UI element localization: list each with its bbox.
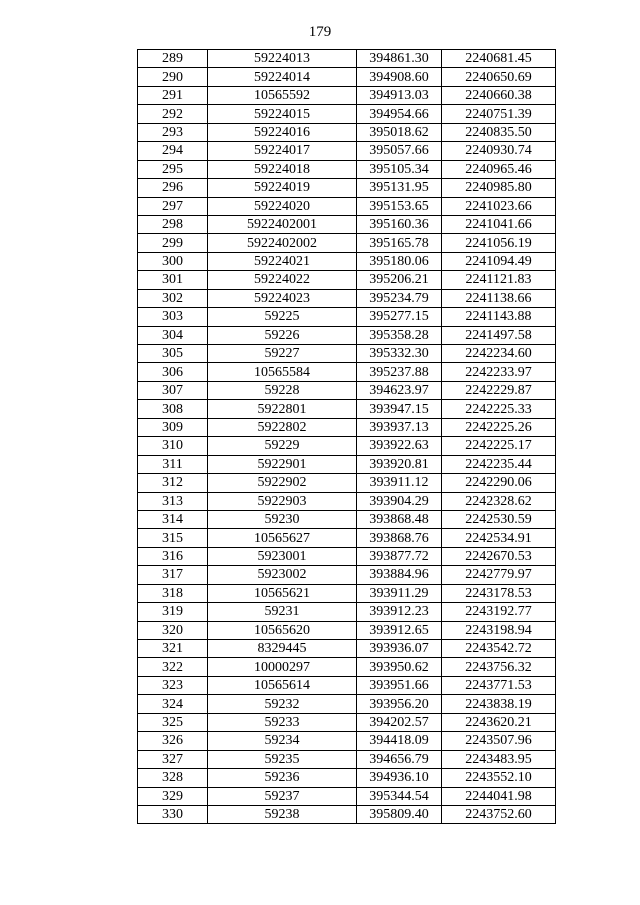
x-coordinate-cell: 395358.28: [357, 326, 442, 344]
y-coordinate-cell: 2242229.87: [442, 381, 556, 399]
y-coordinate-cell: 2242670.53: [442, 547, 556, 565]
x-coordinate-cell: 393904.29: [357, 492, 442, 510]
x-coordinate-cell: 395131.95: [357, 179, 442, 197]
y-coordinate-cell: 2244041.98: [442, 787, 556, 805]
point-id-cell: 59225: [208, 308, 357, 326]
table-row: [138, 363, 556, 381]
table-row: [138, 640, 556, 658]
x-coordinate-cell: 393951.66: [357, 676, 442, 694]
point-id-cell: 59228: [208, 381, 357, 399]
x-coordinate-cell: 393936.07: [357, 640, 442, 658]
point-id-cell: 59224014: [208, 68, 357, 86]
x-coordinate-cell: 393877.72: [357, 547, 442, 565]
x-coordinate-cell: 395153.65: [357, 197, 442, 215]
row-number-cell: 299: [138, 234, 208, 252]
row-number-cell: 328: [138, 769, 208, 787]
y-coordinate-cell: 2241121.83: [442, 271, 556, 289]
y-coordinate-cell: 2242225.17: [442, 437, 556, 455]
y-coordinate-cell: 2242233.97: [442, 363, 556, 381]
y-coordinate-cell: 2243192.77: [442, 603, 556, 621]
row-number-cell: 293: [138, 123, 208, 141]
table-row: [138, 510, 556, 528]
x-coordinate-cell: 393937.13: [357, 418, 442, 436]
point-id-cell: 5923002: [208, 566, 357, 584]
y-coordinate-cell: 2240751.39: [442, 105, 556, 123]
point-id-cell: 5922402001: [208, 215, 357, 233]
point-id-cell: 10565620: [208, 621, 357, 639]
point-id-cell: 59224016: [208, 123, 357, 141]
row-number-cell: 321: [138, 640, 208, 658]
table-row: [138, 105, 556, 123]
row-number-cell: 327: [138, 750, 208, 768]
point-id-cell: 59237: [208, 787, 357, 805]
x-coordinate-cell: 393868.48: [357, 510, 442, 528]
point-id-cell: 59231: [208, 603, 357, 621]
row-number-cell: 323: [138, 676, 208, 694]
row-number-cell: 310: [138, 437, 208, 455]
x-coordinate-cell: 393868.76: [357, 529, 442, 547]
row-number-cell: 306: [138, 363, 208, 381]
y-coordinate-cell: 2243552.10: [442, 769, 556, 787]
y-coordinate-cell: 2241138.66: [442, 289, 556, 307]
x-coordinate-cell: 395277.15: [357, 308, 442, 326]
point-id-cell: 59224021: [208, 252, 357, 270]
x-coordinate-cell: 393950.62: [357, 658, 442, 676]
point-id-cell: 5922801: [208, 400, 357, 418]
table-row: [138, 547, 556, 565]
table-row: [138, 160, 556, 178]
point-id-cell: 59232: [208, 695, 357, 713]
row-number-cell: 317: [138, 566, 208, 584]
point-id-cell: 5922802: [208, 418, 357, 436]
point-id-cell: 59224015: [208, 105, 357, 123]
x-coordinate-cell: 394202.57: [357, 713, 442, 731]
table-row: [138, 381, 556, 399]
coordinates-table: [137, 49, 556, 824]
x-coordinate-cell: 393922.63: [357, 437, 442, 455]
row-number-cell: 326: [138, 732, 208, 750]
y-coordinate-cell: 2240650.69: [442, 68, 556, 86]
row-number-cell: 318: [138, 584, 208, 602]
table-row: [138, 676, 556, 694]
x-coordinate-cell: 395160.36: [357, 215, 442, 233]
point-id-cell: 5922901: [208, 455, 357, 473]
x-coordinate-cell: 395332.30: [357, 345, 442, 363]
y-coordinate-cell: 2240835.50: [442, 123, 556, 141]
row-number-cell: 319: [138, 603, 208, 621]
x-coordinate-cell: 395180.06: [357, 252, 442, 270]
y-coordinate-cell: 2241056.19: [442, 234, 556, 252]
y-coordinate-cell: 2243756.32: [442, 658, 556, 676]
row-number-cell: 307: [138, 381, 208, 399]
row-number-cell: 311: [138, 455, 208, 473]
row-number-cell: 289: [138, 50, 208, 68]
y-coordinate-cell: 2242290.06: [442, 474, 556, 492]
table-row: [138, 345, 556, 363]
table-row: [138, 474, 556, 492]
y-coordinate-cell: 2240965.46: [442, 160, 556, 178]
table-row: [138, 455, 556, 473]
x-coordinate-cell: 394936.10: [357, 769, 442, 787]
y-coordinate-cell: 2243771.53: [442, 676, 556, 694]
point-id-cell: 59226: [208, 326, 357, 344]
table-row: [138, 252, 556, 270]
row-number-cell: 296: [138, 179, 208, 197]
table-row: [138, 68, 556, 86]
point-id-cell: 5922402002: [208, 234, 357, 252]
point-id-cell: 59224013: [208, 50, 357, 68]
table-body: [138, 50, 556, 824]
y-coordinate-cell: 2241023.66: [442, 197, 556, 215]
table-row: [138, 621, 556, 639]
row-number-cell: 309: [138, 418, 208, 436]
row-number-cell: 322: [138, 658, 208, 676]
table-row: [138, 750, 556, 768]
x-coordinate-cell: 395105.34: [357, 160, 442, 178]
table-row: [138, 529, 556, 547]
point-id-cell: 59224019: [208, 179, 357, 197]
point-id-cell: 59236: [208, 769, 357, 787]
y-coordinate-cell: 2240660.38: [442, 86, 556, 104]
table-row: [138, 50, 556, 68]
table-row: [138, 584, 556, 602]
y-coordinate-cell: 2241143.88: [442, 308, 556, 326]
row-number-cell: 313: [138, 492, 208, 510]
table-row: [138, 86, 556, 104]
table-row: [138, 658, 556, 676]
row-number-cell: 308: [138, 400, 208, 418]
y-coordinate-cell: 2243178.53: [442, 584, 556, 602]
row-number-cell: 330: [138, 805, 208, 823]
y-coordinate-cell: 2242234.60: [442, 345, 556, 363]
row-number-cell: 303: [138, 308, 208, 326]
row-number-cell: 300: [138, 252, 208, 270]
x-coordinate-cell: 393911.29: [357, 584, 442, 602]
x-coordinate-cell: 393912.23: [357, 603, 442, 621]
point-id-cell: 8329445: [208, 640, 357, 658]
row-number-cell: 290: [138, 68, 208, 86]
row-number-cell: 292: [138, 105, 208, 123]
y-coordinate-cell: 2241041.66: [442, 215, 556, 233]
point-id-cell: 5923001: [208, 547, 357, 565]
x-coordinate-cell: 395057.66: [357, 142, 442, 160]
x-coordinate-cell: 393912.65: [357, 621, 442, 639]
y-coordinate-cell: 2241094.49: [442, 252, 556, 270]
row-number-cell: 294: [138, 142, 208, 160]
y-coordinate-cell: 2242530.59: [442, 510, 556, 528]
point-id-cell: 10000297: [208, 658, 357, 676]
y-coordinate-cell: 2242779.97: [442, 566, 556, 584]
row-number-cell: 295: [138, 160, 208, 178]
y-coordinate-cell: 2243542.72: [442, 640, 556, 658]
table-row: [138, 603, 556, 621]
point-id-cell: 59235: [208, 750, 357, 768]
row-number-cell: 291: [138, 86, 208, 104]
y-coordinate-cell: 2243198.94: [442, 621, 556, 639]
table-row: [138, 437, 556, 455]
y-coordinate-cell: 2242534.91: [442, 529, 556, 547]
x-coordinate-cell: 395809.40: [357, 805, 442, 823]
table-row: [138, 289, 556, 307]
y-coordinate-cell: 2241497.58: [442, 326, 556, 344]
x-coordinate-cell: 393956.20: [357, 695, 442, 713]
x-coordinate-cell: 393920.81: [357, 455, 442, 473]
y-coordinate-cell: 2243507.96: [442, 732, 556, 750]
y-coordinate-cell: 2240930.74: [442, 142, 556, 160]
point-id-cell: 5922902: [208, 474, 357, 492]
row-number-cell: 301: [138, 271, 208, 289]
y-coordinate-cell: 2240681.45: [442, 50, 556, 68]
row-number-cell: 304: [138, 326, 208, 344]
point-id-cell: 59227: [208, 345, 357, 363]
x-coordinate-cell: 395237.88: [357, 363, 442, 381]
point-id-cell: 10565621: [208, 584, 357, 602]
point-id-cell: 10565584: [208, 363, 357, 381]
table-row: [138, 713, 556, 731]
x-coordinate-cell: 393911.12: [357, 474, 442, 492]
row-number-cell: 325: [138, 713, 208, 731]
row-number-cell: 320: [138, 621, 208, 639]
table-row: [138, 234, 556, 252]
y-coordinate-cell: 2242225.26: [442, 418, 556, 436]
row-number-cell: 302: [138, 289, 208, 307]
page-number: 179: [308, 24, 332, 40]
y-coordinate-cell: 2242225.33: [442, 400, 556, 418]
row-number-cell: 314: [138, 510, 208, 528]
table-row: [138, 142, 556, 160]
table-row: [138, 566, 556, 584]
y-coordinate-cell: 2243483.95: [442, 750, 556, 768]
point-id-cell: 59238: [208, 805, 357, 823]
row-number-cell: 312: [138, 474, 208, 492]
x-coordinate-cell: 394418.09: [357, 732, 442, 750]
table-row: [138, 308, 556, 326]
point-id-cell: 59234: [208, 732, 357, 750]
x-coordinate-cell: 394623.97: [357, 381, 442, 399]
table-row: [138, 123, 556, 141]
y-coordinate-cell: 2242235.44: [442, 455, 556, 473]
point-id-cell: 10565614: [208, 676, 357, 694]
x-coordinate-cell: 395234.79: [357, 289, 442, 307]
point-id-cell: 5922903: [208, 492, 357, 510]
point-id-cell: 59233: [208, 713, 357, 731]
row-number-cell: 298: [138, 215, 208, 233]
point-id-cell: 59224023: [208, 289, 357, 307]
point-id-cell: 59224018: [208, 160, 357, 178]
row-number-cell: 329: [138, 787, 208, 805]
row-number-cell: 315: [138, 529, 208, 547]
y-coordinate-cell: 2243838.19: [442, 695, 556, 713]
x-coordinate-cell: 393884.96: [357, 566, 442, 584]
table-row: [138, 769, 556, 787]
point-id-cell: 59224017: [208, 142, 357, 160]
x-coordinate-cell: 394908.60: [357, 68, 442, 86]
table-row: [138, 732, 556, 750]
table-row: [138, 215, 556, 233]
y-coordinate-cell: 2240985.80: [442, 179, 556, 197]
table-row: [138, 197, 556, 215]
point-id-cell: 10565627: [208, 529, 357, 547]
row-number-cell: 305: [138, 345, 208, 363]
x-coordinate-cell: 394861.30: [357, 50, 442, 68]
point-id-cell: 59229: [208, 437, 357, 455]
point-id-cell: 10565592: [208, 86, 357, 104]
x-coordinate-cell: 394913.03: [357, 86, 442, 104]
point-id-cell: 59230: [208, 510, 357, 528]
table-row: [138, 695, 556, 713]
row-number-cell: 316: [138, 547, 208, 565]
x-coordinate-cell: 395344.54: [357, 787, 442, 805]
x-coordinate-cell: 394656.79: [357, 750, 442, 768]
y-coordinate-cell: 2243752.60: [442, 805, 556, 823]
x-coordinate-cell: 395165.78: [357, 234, 442, 252]
row-number-cell: 324: [138, 695, 208, 713]
table-row: [138, 805, 556, 823]
table-row: [138, 492, 556, 510]
point-id-cell: 59224022: [208, 271, 357, 289]
table-row: [138, 271, 556, 289]
row-number-cell: 297: [138, 197, 208, 215]
x-coordinate-cell: 395018.62: [357, 123, 442, 141]
table-row: [138, 787, 556, 805]
x-coordinate-cell: 394954.66: [357, 105, 442, 123]
x-coordinate-cell: 393947.15: [357, 400, 442, 418]
table-row: [138, 326, 556, 344]
y-coordinate-cell: 2242328.62: [442, 492, 556, 510]
table-row: [138, 179, 556, 197]
point-id-cell: 59224020: [208, 197, 357, 215]
y-coordinate-cell: 2243620.21: [442, 713, 556, 731]
table-row: [138, 418, 556, 436]
table-row: [138, 400, 556, 418]
x-coordinate-cell: 395206.21: [357, 271, 442, 289]
